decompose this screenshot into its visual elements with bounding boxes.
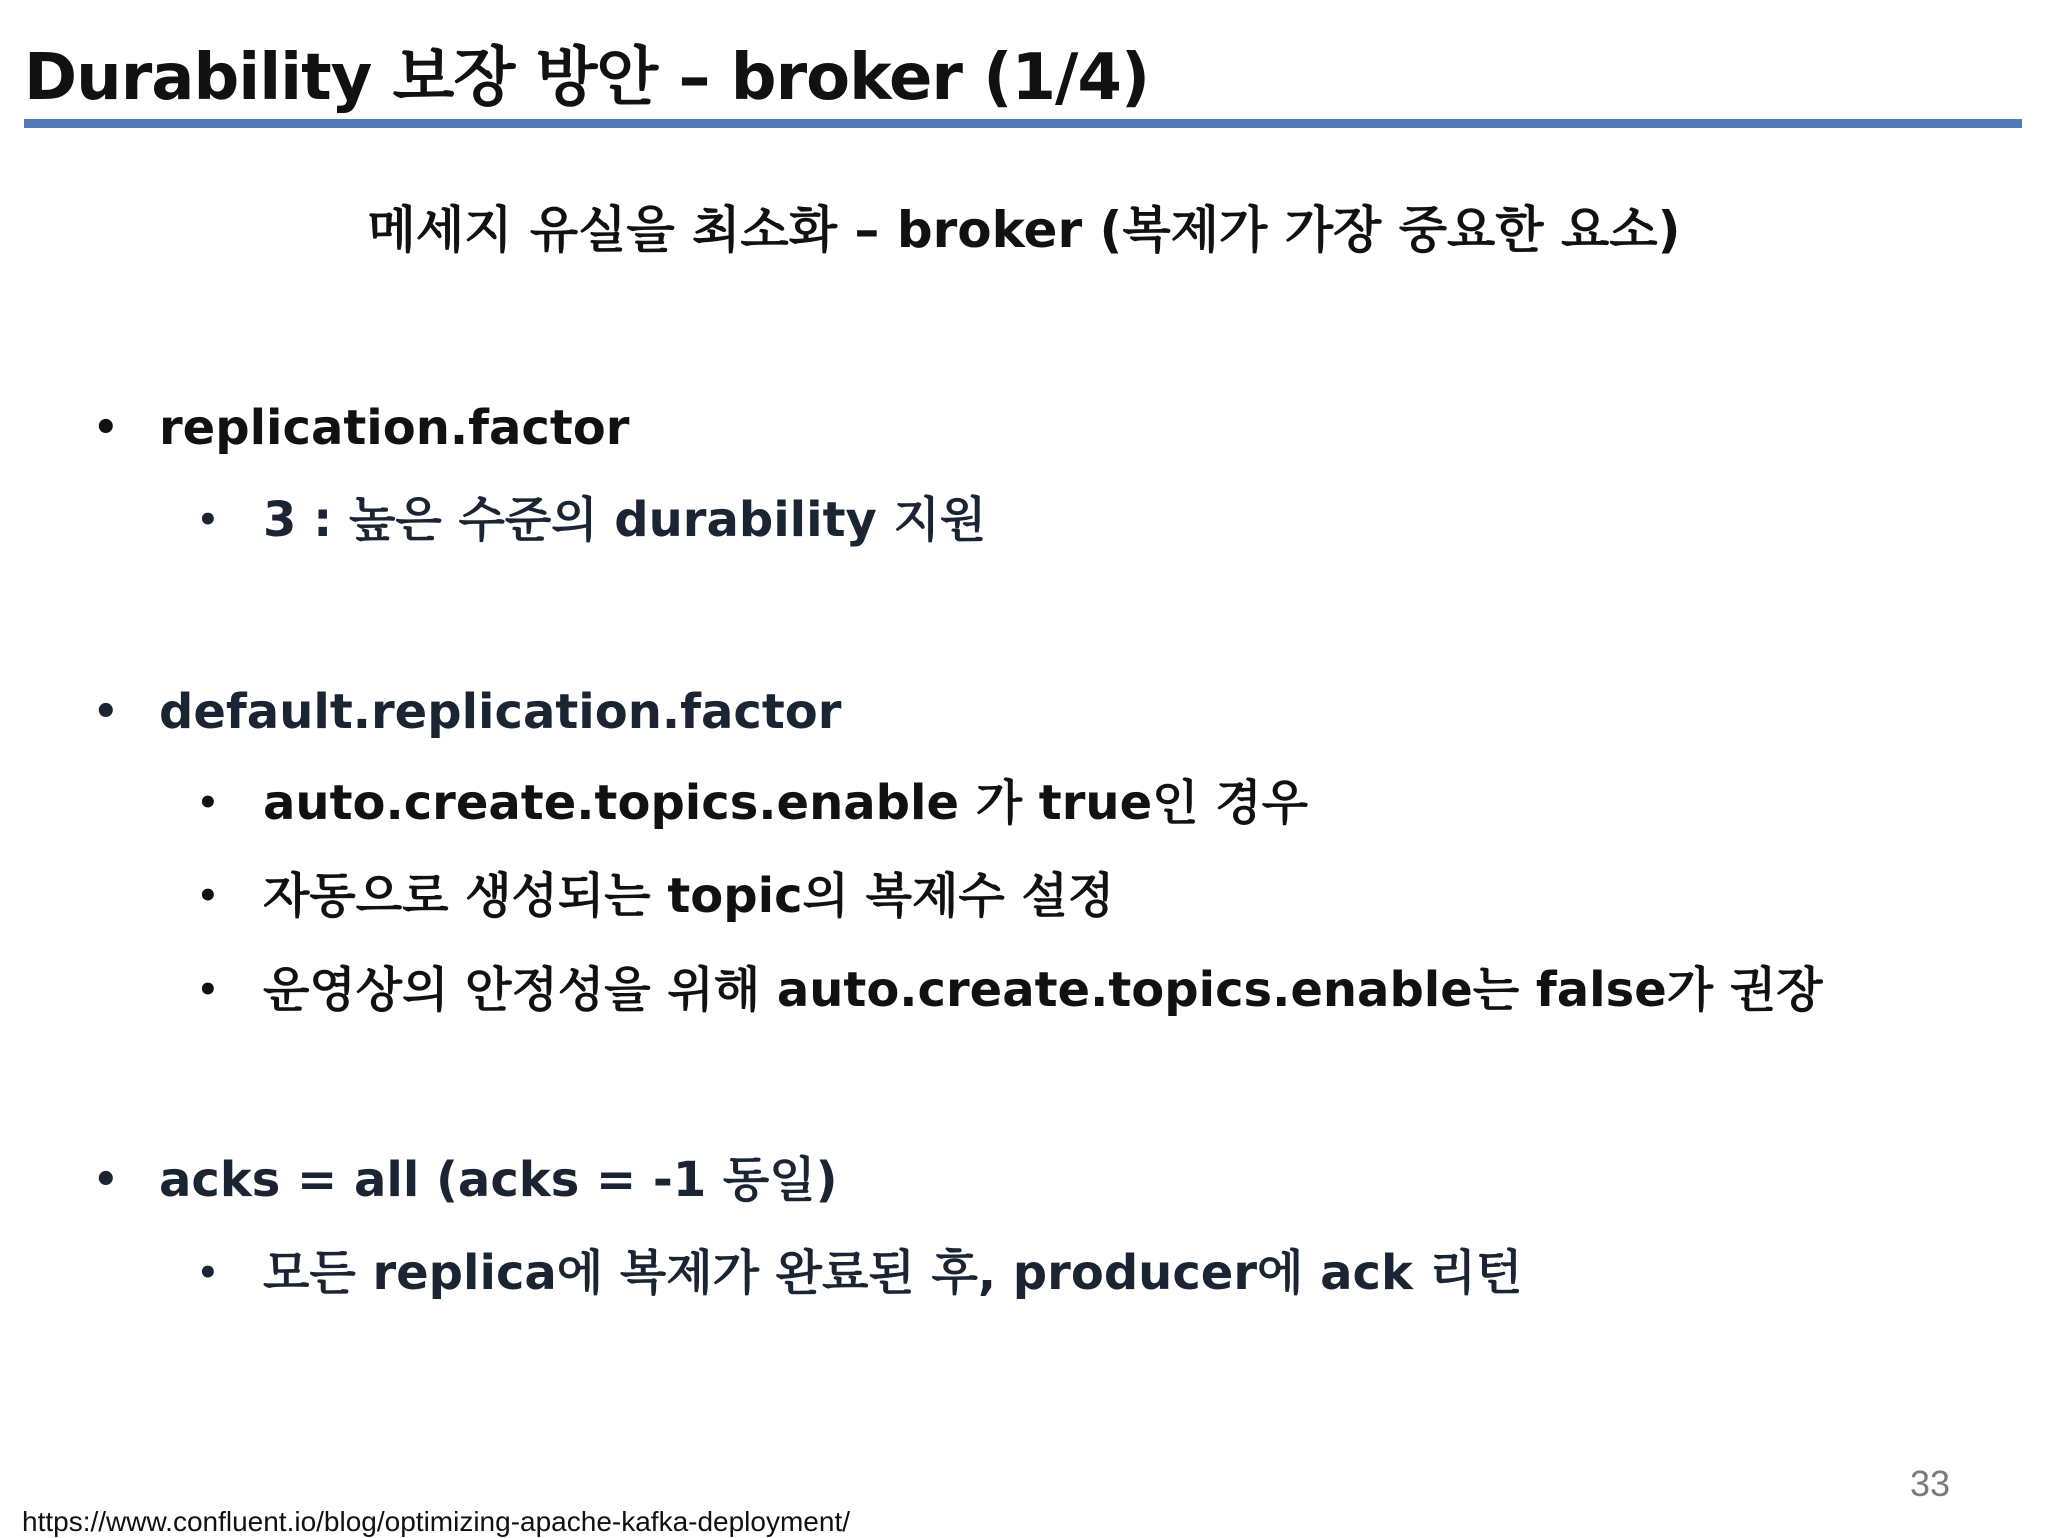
sub-bullet-item (197, 490, 987, 550)
bullet-icon: • (197, 500, 219, 540)
source-url: https://www.confluent.io/blog/optimizing-apache-kafka-deployment/ (22, 1506, 850, 1537)
bullet-icon: • (197, 876, 219, 916)
bullet-icon: • (197, 1253, 219, 1293)
sub-bullet-item (197, 773, 1308, 833)
bullet-item-label: replication.factor (159, 400, 630, 456)
slide-subtitle: 메세지 유실을 최소화 – broker (복제가 가장 중요한 요소) (367, 201, 1681, 259)
bullet-icon: • (197, 970, 219, 1010)
bullet-item-label: acks = all (acks = -1 동일) (159, 1152, 838, 1208)
sub-bullet-item (197, 960, 1823, 1020)
bullet-item-replication-factor (93, 398, 630, 458)
sub-bullet-label: 자동으로 생성되는 topic의 복제수 설정 (263, 868, 1115, 924)
title-underline (24, 119, 2022, 128)
sub-bullet-item (197, 1243, 1523, 1303)
bullet-item-label: default.replication.factor (159, 684, 842, 740)
bullet-icon: • (93, 689, 119, 735)
sub-bullet-label: 운영상의 안정성을 위해 auto.create.topics.enable는 false가 권장 (263, 962, 1823, 1018)
sub-bullet-label: 3 : 높은 수준의 durability 지원 (263, 492, 987, 548)
bullet-icon: • (93, 1157, 119, 1203)
bullet-icon: • (197, 783, 219, 823)
page-number: 33 (1909, 1463, 1950, 1504)
slide-title: Durability 보장 방안 – broker (1/4) (24, 41, 1150, 115)
sub-bullet-label: 모든 replica에 복제가 완료된 후, producer에 ack 리턴 (263, 1245, 1523, 1301)
bullet-item-default-replication-factor (93, 682, 842, 742)
sub-bullet-label: auto.create.topics.enable 가 true인 경우 (263, 775, 1308, 831)
bullet-item-acks (93, 1150, 838, 1210)
sub-bullet-item (197, 866, 1115, 926)
bullet-icon: • (93, 405, 119, 451)
